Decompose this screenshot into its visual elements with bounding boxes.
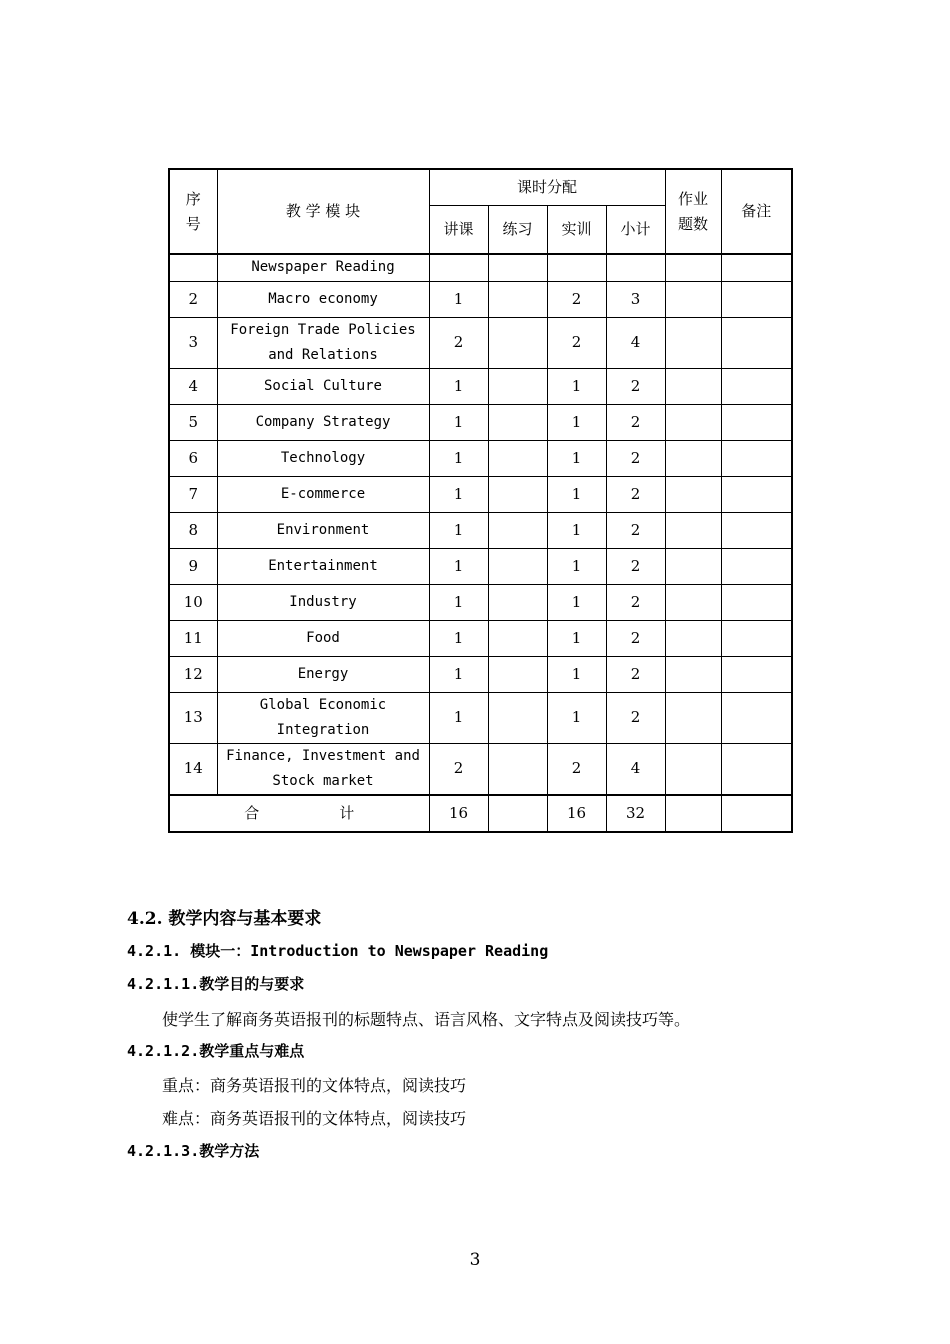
cell-module <box>217 512 429 548</box>
cell-practice <box>488 368 547 404</box>
cell-training: 1 <box>547 512 606 548</box>
cell-notes <box>721 656 792 692</box>
cell-module <box>217 440 429 476</box>
table-body <box>169 254 792 832</box>
cell-practice <box>488 620 547 656</box>
cell-lecture: 2 <box>429 743 488 795</box>
cell-homework <box>665 440 721 476</box>
cell-notes <box>721 743 792 795</box>
cell-notes <box>721 620 792 656</box>
cell-homework <box>665 743 721 795</box>
table-row <box>169 254 792 281</box>
heading-4-2-1-3: 4.2.1.3.教学方法 <box>127 1142 260 1160</box>
cell-training <box>547 254 606 281</box>
table-row <box>169 512 792 548</box>
cell-subtotal: 4 <box>606 317 665 368</box>
cell-index: 3 <box>169 317 217 368</box>
table-row <box>169 743 792 795</box>
header-index <box>169 169 217 254</box>
cell-notes <box>721 368 792 404</box>
cell-module-line: Company Strategy <box>255 413 391 430</box>
header-homework <box>665 169 721 254</box>
cell-lecture: 1 <box>429 548 488 584</box>
page-number: 3 <box>469 1250 481 1270</box>
cell-index: 7 <box>169 476 217 512</box>
cell-homework <box>665 620 721 656</box>
paragraph-goal: 使学生了解商务英语报刊的标题特点、语言风格、文字特点及阅读技巧等。 <box>162 1010 691 1029</box>
cell-lecture <box>429 254 488 281</box>
total-homework <box>665 795 721 832</box>
cell-subtotal <box>606 254 665 281</box>
header-training: 实训 <box>547 206 606 255</box>
cell-notes <box>721 476 792 512</box>
cell-module <box>217 743 429 795</box>
table-row <box>169 440 792 476</box>
cell-subtotal: 2 <box>606 584 665 620</box>
total-row <box>169 795 792 832</box>
cell-module-line: Macro economy <box>268 290 378 307</box>
cell-practice <box>488 254 547 281</box>
cell-module <box>217 476 429 512</box>
total-practice <box>488 795 547 832</box>
cell-module-line: Energy <box>297 665 349 682</box>
table-row <box>169 281 792 317</box>
cell-subtotal: 2 <box>606 368 665 404</box>
cell-module-line: Stock market <box>272 772 374 789</box>
cell-lecture: 1 <box>429 476 488 512</box>
cell-practice <box>488 512 547 548</box>
cell-module-line: Newspaper Reading <box>251 259 395 276</box>
header-notes: 备注 <box>721 169 792 254</box>
cell-training: 1 <box>547 368 606 404</box>
paragraph-key-point: 重点：商务英语报刊的文体特点，阅读技巧 <box>162 1076 467 1095</box>
table-row <box>169 368 792 404</box>
cell-module <box>217 692 429 743</box>
table-row <box>169 317 792 368</box>
cell-training: 1 <box>547 584 606 620</box>
cell-practice <box>488 440 547 476</box>
cell-module <box>217 404 429 440</box>
cell-subtotal: 2 <box>606 548 665 584</box>
cell-index: 6 <box>169 440 217 476</box>
cell-lecture: 1 <box>429 281 488 317</box>
cell-subtotal: 2 <box>606 620 665 656</box>
cell-training: 1 <box>547 404 606 440</box>
cell-training: 1 <box>547 692 606 743</box>
cell-training: 2 <box>547 317 606 368</box>
cell-index: 10 <box>169 584 217 620</box>
cell-index <box>169 254 217 281</box>
heading-4-2-1-1: 4.2.1.1.教学目的与要求 <box>127 975 305 993</box>
total-label-right: 计 <box>339 803 355 822</box>
course-hours-table <box>168 168 793 833</box>
cell-training: 1 <box>547 548 606 584</box>
header-index-line2: 号 <box>185 214 201 233</box>
header-module: 教 学 模 块 <box>217 169 429 254</box>
cell-notes <box>721 512 792 548</box>
cell-lecture: 1 <box>429 512 488 548</box>
cell-module <box>217 281 429 317</box>
heading-4-2: 4.2. 教学内容与基本要求 <box>127 909 322 929</box>
cell-practice <box>488 404 547 440</box>
cell-training: 2 <box>547 281 606 317</box>
table-row <box>169 584 792 620</box>
cell-index: 5 <box>169 404 217 440</box>
cell-index: 14 <box>169 743 217 795</box>
cell-subtotal: 4 <box>606 743 665 795</box>
cell-module <box>217 656 429 692</box>
cell-notes <box>721 317 792 368</box>
cell-module-line: Entertainment <box>268 557 378 574</box>
cell-notes <box>721 254 792 281</box>
cell-notes <box>721 584 792 620</box>
cell-practice <box>488 281 547 317</box>
cell-notes <box>721 404 792 440</box>
header-practice: 练习 <box>488 206 547 255</box>
cell-module <box>217 254 429 281</box>
header-homework-line1: 作业 <box>678 189 709 208</box>
cell-practice <box>488 476 547 512</box>
cell-subtotal: 2 <box>606 512 665 548</box>
cell-practice <box>488 743 547 795</box>
cell-homework <box>665 368 721 404</box>
cell-module-line: Technology <box>280 449 366 466</box>
total-lecture: 16 <box>429 795 488 832</box>
cell-lecture: 1 <box>429 656 488 692</box>
cell-homework <box>665 548 721 584</box>
cell-practice <box>488 548 547 584</box>
paragraph-difficult-point: 难点：商务英语报刊的文体特点，阅读技巧 <box>162 1109 467 1128</box>
cell-lecture: 1 <box>429 692 488 743</box>
cell-subtotal: 2 <box>606 656 665 692</box>
cell-module-line: Foreign Trade Policies <box>230 321 416 338</box>
table-row <box>169 548 792 584</box>
cell-lecture: 1 <box>429 404 488 440</box>
total-label <box>169 795 429 832</box>
cell-module-line: Industry <box>289 593 357 610</box>
cell-module-line: Food <box>306 629 340 646</box>
total-training: 16 <box>547 795 606 832</box>
table-row <box>169 692 792 743</box>
cell-module-line: E-commerce <box>280 485 366 502</box>
cell-practice <box>488 584 547 620</box>
cell-index: 12 <box>169 656 217 692</box>
cell-module <box>217 584 429 620</box>
cell-subtotal: 3 <box>606 281 665 317</box>
table-row <box>169 620 792 656</box>
cell-subtotal: 2 <box>606 440 665 476</box>
cell-training: 1 <box>547 656 606 692</box>
cell-homework <box>665 404 721 440</box>
cell-homework <box>665 476 721 512</box>
heading-4-2-1: 4.2.1. 模块一：Introduction to Newspaper Reading <box>127 942 549 960</box>
cell-module-line: Environment <box>276 521 370 538</box>
cell-index: 9 <box>169 548 217 584</box>
cell-module <box>217 368 429 404</box>
cell-subtotal: 2 <box>606 476 665 512</box>
cell-practice <box>488 317 547 368</box>
cell-training: 2 <box>547 743 606 795</box>
total-subtotal: 32 <box>606 795 665 832</box>
cell-training: 1 <box>547 440 606 476</box>
cell-lecture: 1 <box>429 620 488 656</box>
cell-subtotal: 2 <box>606 404 665 440</box>
cell-module-line: Global Economic <box>259 696 387 713</box>
header-homework-line2: 题数 <box>678 214 709 233</box>
cell-module-line: Integration <box>276 721 370 738</box>
cell-module-line: and Relations <box>268 346 378 363</box>
cell-homework <box>665 512 721 548</box>
cell-lecture: 2 <box>429 317 488 368</box>
cell-notes <box>721 440 792 476</box>
table-row <box>169 404 792 440</box>
cell-subtotal: 2 <box>606 692 665 743</box>
cell-homework <box>665 317 721 368</box>
cell-homework <box>665 254 721 281</box>
cell-index: 13 <box>169 692 217 743</box>
cell-lecture: 1 <box>429 440 488 476</box>
cell-homework <box>665 281 721 317</box>
header-hours-group: 课时分配 <box>429 169 665 206</box>
total-label-left: 合 <box>244 803 260 822</box>
cell-notes <box>721 548 792 584</box>
cell-training: 1 <box>547 620 606 656</box>
cell-module <box>217 620 429 656</box>
cell-notes <box>721 281 792 317</box>
cell-practice <box>488 656 547 692</box>
header-index-line1: 序 <box>185 189 201 208</box>
cell-module-line: Social Culture <box>263 377 382 394</box>
cell-homework <box>665 656 721 692</box>
cell-practice <box>488 692 547 743</box>
table-row <box>169 656 792 692</box>
cell-homework <box>665 584 721 620</box>
cell-lecture: 1 <box>429 584 488 620</box>
total-notes <box>721 795 792 832</box>
cell-module <box>217 317 429 368</box>
cell-module <box>217 548 429 584</box>
cell-training: 1 <box>547 476 606 512</box>
cell-notes <box>721 692 792 743</box>
cell-homework <box>665 692 721 743</box>
cell-index: 8 <box>169 512 217 548</box>
cell-module-line: Finance, Investment and <box>226 747 420 764</box>
cell-index: 11 <box>169 620 217 656</box>
cell-index: 2 <box>169 281 217 317</box>
heading-4-2-1-2: 4.2.1.2.教学重点与难点 <box>127 1042 305 1060</box>
cell-index: 4 <box>169 368 217 404</box>
cell-lecture: 1 <box>429 368 488 404</box>
table-row <box>169 476 792 512</box>
header-lecture: 讲课 <box>429 206 488 255</box>
header-subtotal: 小计 <box>606 206 665 255</box>
